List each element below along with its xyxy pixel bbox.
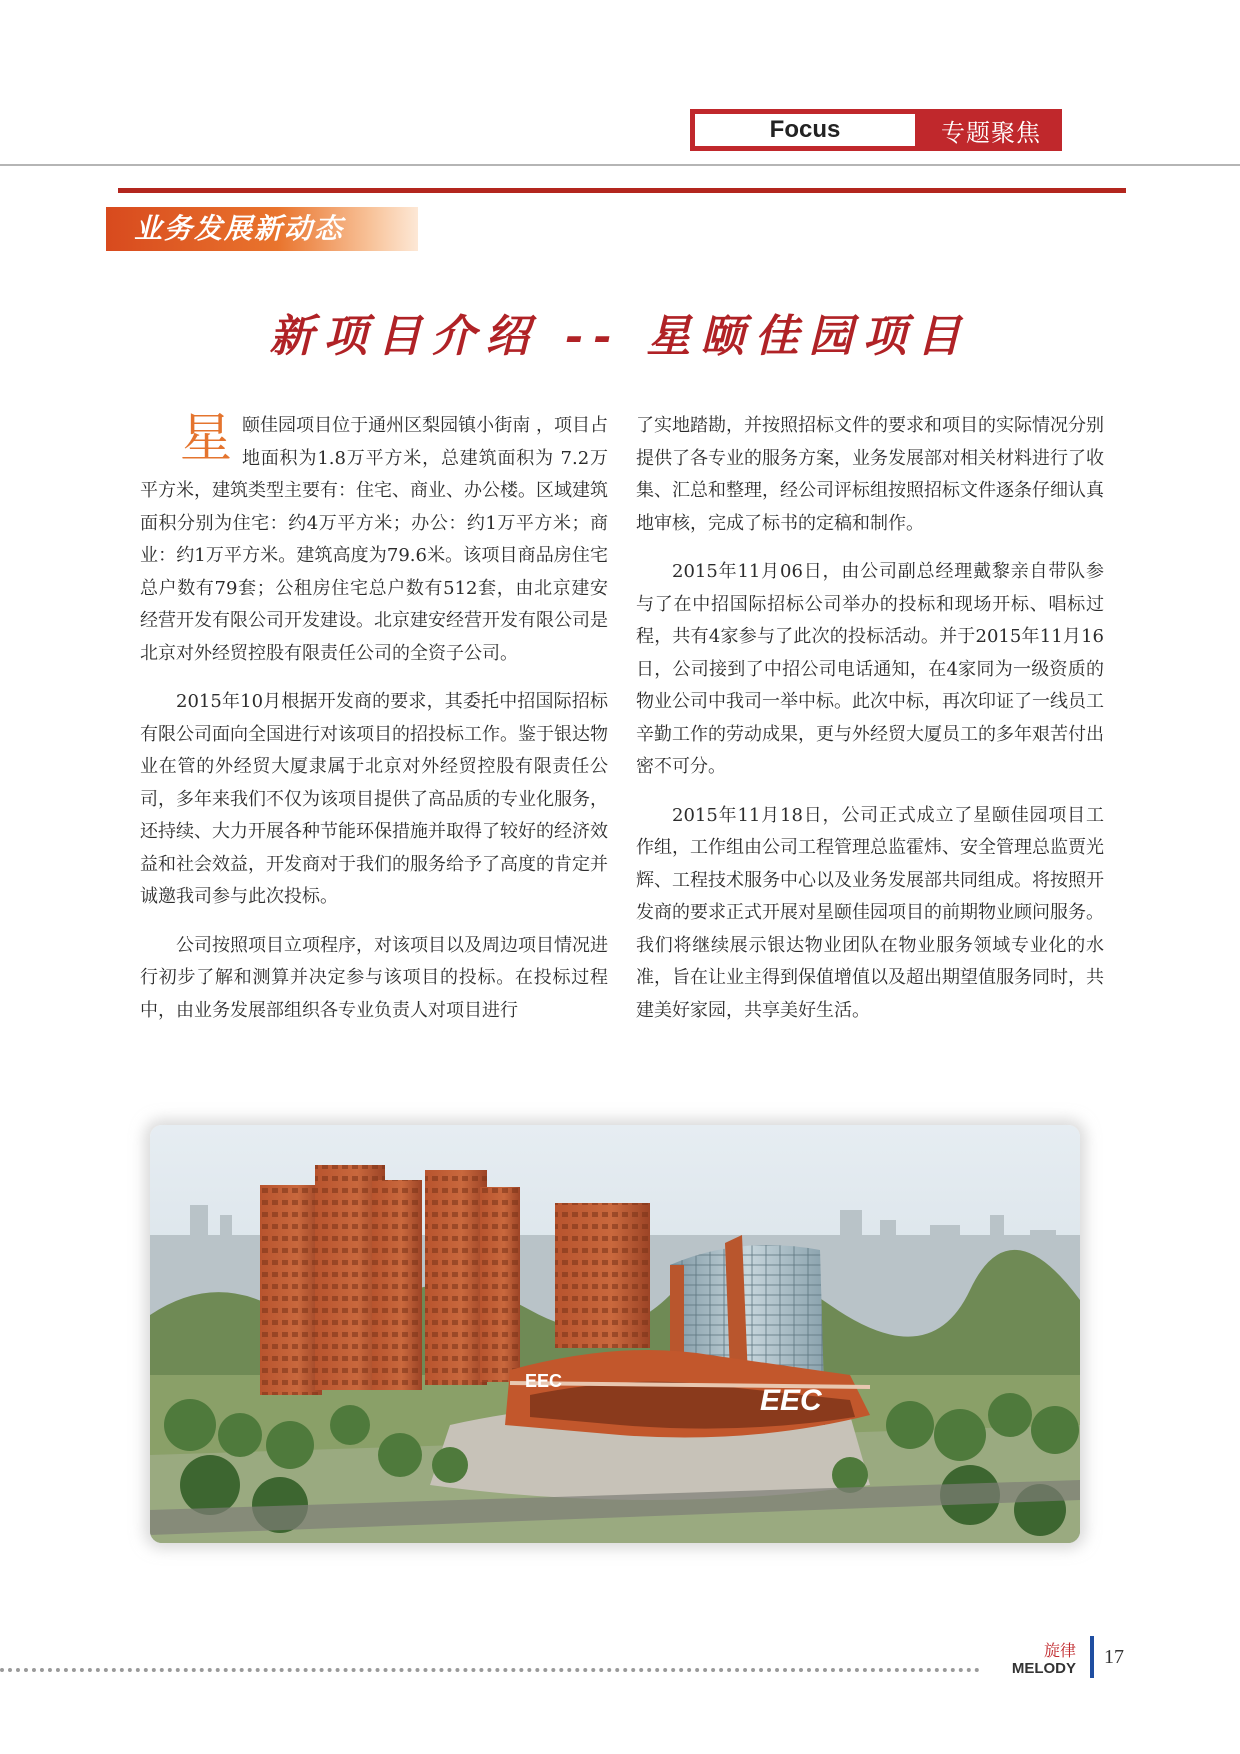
magazine-name-en: MELODY — [1011, 1660, 1076, 1677]
focus-label: Focus — [690, 109, 920, 151]
paragraph: 2015年11月06日，由公司副总经理戴黎亲自带队参与了在中招国际招标公司举办的投标和现场开标、唱标过程，共有4家参与了此次的投标活动。并于2015年11月16日，公司接到了中招公司电话通知，在4家同为一级资质的物业公司中我司一举中标。此次中标，再次印证了一线员工辛勤工作的劳动成果，更与外经贸大厦员工的多年艰苦付出密不可分。 — [636, 561, 1104, 777]
project-rendering — [150, 1125, 1080, 1543]
footer-dotted-rule — [0, 1668, 980, 1672]
header-divider — [0, 164, 1240, 166]
magazine-name-cn: 旋律 — [1043, 1641, 1076, 1660]
article-title: 新项目介绍 -- 星颐佳园项目 — [269, 311, 971, 362]
eec-signage: EEC — [760, 1384, 822, 1417]
paragraph: 2015年11月18日，公司正式成立了星颐佳园项目工作组，工作组由公司工程管理总监霍炜、安全管理总监贾光辉、工程技术服务中心以及业务发展部共同组成。将按照开发商的要求正式开展对星颐佳园项目的前期物业顾问服务。我们将继续展示银达物业团队在物业服务领域专业化的水准，旨在让业主得到保值增值以及超出期望值服务同时，共建美好家园，共享美好生活。 — [636, 804, 1104, 1021]
paragraph — [140, 410, 608, 670]
article-column-right — [636, 410, 1104, 1043]
topic-label: 专题聚焦 — [920, 109, 1062, 151]
eec-signage-small: EEC — [525, 1371, 563, 1391]
paragraph: 公司按照项目立项程序，对该项目以及周边项目情况进行初步了解和测算并决定参与该项目的投标。在投标过程中，由业务发展部组织各专业负责人对项目进行 — [140, 934, 608, 1021]
article-column-left — [140, 410, 608, 1043]
paragraph-text: 颐佳园项目位于通州区梨园镇小街南 ，项目占地面积为1.8万平方米，总建筑面积为 7.2万平方米，建筑类型主要有：住宅、商业、办公楼。区域建筑面积分别为住宅：约4万平方米；办公：约1万平方米；商业：约1万平方米。建筑高度为79.6米。该项目商品房住宅总户数有79套；公租房住宅总户数有512套，由北京建安经营开发有限公司开发建设。北京建安经营开发有限公司是北京对外经贸控股有限责任公司的全资子公司。 — [140, 415, 608, 664]
dropcap: 星 — [180, 409, 233, 469]
paragraph: 了实地踏勘，并按照招标文件的要求和项目的实际情况分别提供了各专业的服务方案，业务发展部对相关材料进行了收集、汇总和整理，经公司评标组按照招标文件逐条仔细认真地审核，完成了标书的定稿和制作。 — [636, 415, 1104, 534]
footer-divider — [1090, 1636, 1094, 1678]
page-number: 17 — [1104, 1646, 1124, 1668]
paragraph: 2015年10月根据开发商的要求，其委托中招国际招标有限公司面向全国进行对该项目的招投标工作。鉴于银达物业在管的外经贸大厦隶属于北京对外经贸控股有限责任公司，多年来我们不仅为该项目提供了高品质的专业化服务，还持续、大力开展各种节能环保措施并取得了较好的经济效益和社会效益，开发商对于我们的服务给予了高度的肯定并诚邀我司参与此次投标。 — [140, 691, 608, 907]
section-rule — [118, 188, 1126, 193]
section-tag: 业务发展新动态 — [106, 207, 418, 251]
